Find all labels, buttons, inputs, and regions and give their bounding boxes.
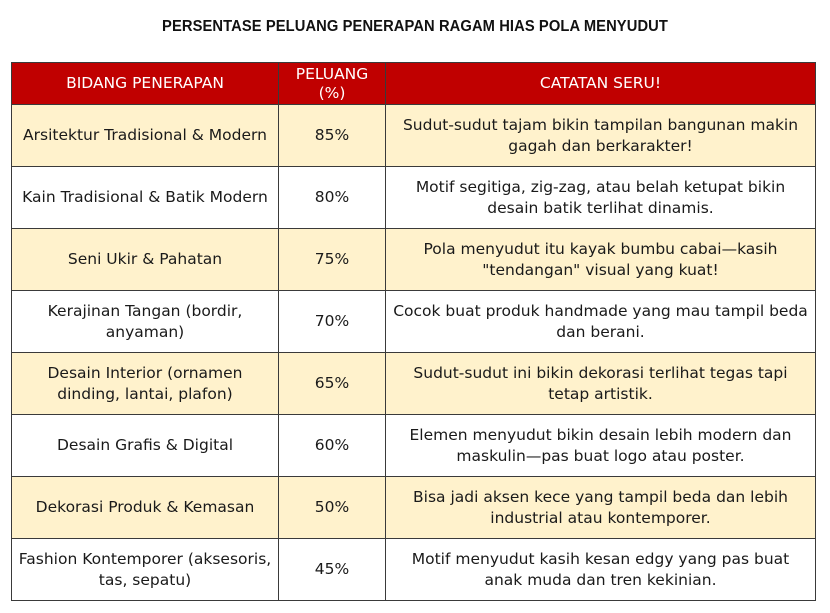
table-row bbox=[12, 415, 816, 477]
note-cell: Sudut-sudut tajam bikin tampilan bangunan makin gagah dan berkarakter! bbox=[386, 105, 816, 167]
chance-cell: 70% bbox=[279, 291, 386, 353]
field-cell: Fashion Kontemporer (aksesoris, tas, sepatu) bbox=[12, 539, 279, 601]
note-cell: Cocok buat produk handmade yang mau tampil beda dan berani. bbox=[386, 291, 816, 353]
chance-cell: 50% bbox=[279, 477, 386, 539]
chance-cell: 45% bbox=[279, 539, 386, 601]
header-field: BIDANG PENERAPAN bbox=[12, 63, 279, 105]
table-header-row bbox=[12, 63, 816, 105]
field-cell: Kain Tradisional & Batik Modern bbox=[12, 167, 279, 229]
field-cell: Desain Interior (ornamen dinding, lantai, plafon) bbox=[12, 353, 279, 415]
note-cell: Bisa jadi aksen kece yang tampil beda dan lebih industrial atau kontemporer. bbox=[386, 477, 816, 539]
table-row bbox=[12, 229, 816, 291]
chance-cell: 60% bbox=[279, 415, 386, 477]
table-row bbox=[12, 167, 816, 229]
field-cell: Kerajinan Tangan (bordir, anyaman) bbox=[12, 291, 279, 353]
note-cell: Pola menyudut itu kayak bumbu cabai—kasih "tendangan" visual yang kuat! bbox=[386, 229, 816, 291]
field-cell: Desain Grafis & Digital bbox=[12, 415, 279, 477]
application-table bbox=[11, 62, 816, 601]
chance-cell: 80% bbox=[279, 167, 386, 229]
chance-cell: 75% bbox=[279, 229, 386, 291]
table-row bbox=[12, 291, 816, 353]
header-note: CATATAN SERU! bbox=[386, 63, 816, 105]
header-chance: PELUANG (%) bbox=[279, 63, 386, 105]
page-title: PERSENTASE PELUANG PENERAPAN RAGAM HIAS POLA MENYUDUT bbox=[162, 18, 668, 35]
table-row bbox=[12, 105, 816, 167]
chance-cell: 85% bbox=[279, 105, 386, 167]
chance-cell: 65% bbox=[279, 353, 386, 415]
table-row bbox=[12, 477, 816, 539]
field-cell: Arsitektur Tradisional & Modern bbox=[12, 105, 279, 167]
note-cell: Motif segitiga, zig-zag, atau belah ketupat bikin desain batik terlihat dinamis. bbox=[386, 167, 816, 229]
field-cell: Seni Ukir & Pahatan bbox=[12, 229, 279, 291]
table-row bbox=[12, 539, 816, 601]
note-cell: Sudut-sudut ini bikin dekorasi terlihat tegas tapi tetap artistik. bbox=[386, 353, 816, 415]
note-cell: Elemen menyudut bikin desain lebih modern dan maskulin—pas buat logo atau poster. bbox=[386, 415, 816, 477]
note-cell: Motif menyudut kasih kesan edgy yang pas buat anak muda dan tren kekinian. bbox=[386, 539, 816, 601]
table-row bbox=[12, 353, 816, 415]
field-cell: Dekorasi Produk & Kemasan bbox=[12, 477, 279, 539]
